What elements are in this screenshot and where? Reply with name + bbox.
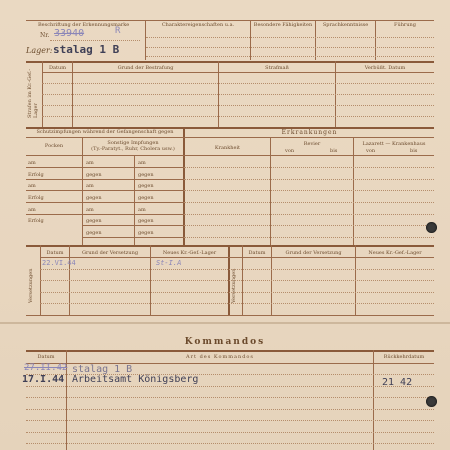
top-border xyxy=(26,20,434,21)
ruled-line xyxy=(184,167,434,169)
ruled-line xyxy=(184,214,434,216)
row-line xyxy=(26,202,184,203)
lager-label: Lager: xyxy=(26,46,53,55)
ruled-line xyxy=(146,47,434,49)
vers-neues: Neues Kr.-Gef.-Lager xyxy=(162,250,217,256)
ruled-line xyxy=(26,443,434,445)
ruled-line xyxy=(184,225,434,227)
schutz-col3: gegen xyxy=(138,183,154,189)
kommando-row-datum: 17.I.44 xyxy=(22,374,65,385)
sonstige-label: Sonstige Impfungen xyxy=(107,140,159,146)
beschriftung-label: Beschriftung der Erkennungsmarke xyxy=(38,22,130,28)
schutz-col2: gegen xyxy=(86,195,102,201)
header-line xyxy=(26,137,434,138)
kommando-row-rueck: 21 42 xyxy=(382,377,413,388)
ruled-line xyxy=(184,190,434,192)
revier-bis: bis xyxy=(330,148,338,154)
kommandos-datum: Datum xyxy=(37,354,55,360)
header-line xyxy=(42,72,434,73)
lager-value: stalag 1 B xyxy=(53,43,120,56)
ruled-line xyxy=(42,105,434,107)
schutz-col2: gegen xyxy=(86,230,102,236)
schutz-title: Schutzimpfungen während der Gefangenschaft gegen xyxy=(36,129,174,135)
ruled-line xyxy=(40,303,434,305)
row-line xyxy=(82,237,184,238)
ruled-line xyxy=(40,269,434,271)
schutz-col3: am xyxy=(138,207,146,213)
vers-datum: Datum xyxy=(46,250,64,256)
lazarett-von: von xyxy=(366,148,376,154)
header-line xyxy=(40,257,434,258)
versetzungen-side-label: Versetzungen xyxy=(28,268,34,303)
ruled-line xyxy=(146,37,434,39)
vers-neues-2: Neues Kr.-Gef.-Lager xyxy=(368,250,422,256)
schutz-row-label: am xyxy=(28,160,36,166)
vers-grund: Grund der Versetzung xyxy=(81,250,139,256)
ruled-line xyxy=(26,420,434,422)
row-line xyxy=(26,179,184,180)
ruled-line xyxy=(26,409,434,411)
sonstige-sub-label: (Ty.-Paratyt., Ruhr, Cholera usw.) xyxy=(91,146,175,152)
ruled-line xyxy=(184,202,434,204)
ruled-line xyxy=(26,397,434,399)
nr-value: 33940 xyxy=(54,28,85,39)
kommandos-title: Kommandos xyxy=(184,337,266,347)
kommando-row-art: stalag 1 B xyxy=(72,364,133,375)
kommandos-rueckkehr: Rückkehrdatum xyxy=(383,354,425,360)
krankheit-label: Krankheit xyxy=(214,145,241,151)
erkrankungen-title: Erkrankungen xyxy=(281,129,338,136)
kommandos-art: Art des Kommandos xyxy=(186,354,254,360)
row-line xyxy=(26,214,184,215)
lazarett-label: Lazarett — Krankenhaus xyxy=(362,141,426,147)
schutz-row-label: Erfolg xyxy=(28,218,44,224)
row-line xyxy=(82,225,184,226)
punch-hole xyxy=(426,396,437,407)
strafen-side-label: Strafen im Kr.-Gef.-Lager xyxy=(27,68,39,118)
section-border xyxy=(26,61,434,63)
divider xyxy=(134,155,135,245)
ruled-line xyxy=(146,56,434,58)
schutz-col3: gegen xyxy=(138,218,154,224)
schutz-row-label: Erfolg xyxy=(28,195,44,201)
strafen-datum: Datum xyxy=(49,65,66,71)
divider xyxy=(82,137,83,245)
schutz-col3: gegen xyxy=(138,195,154,201)
versetzungen-side-label-2: Versetzungen xyxy=(231,268,237,303)
row-line xyxy=(26,167,184,168)
sprach-label: Sprachkenntnisse xyxy=(322,22,369,28)
ruled-line xyxy=(42,83,434,85)
schutz-col2: am xyxy=(86,183,94,189)
section-border xyxy=(26,315,434,316)
schutz-col2: gegen xyxy=(86,218,102,224)
kommando-row-datum: 27.II.42 xyxy=(24,363,68,373)
revier-von: von xyxy=(285,148,295,154)
schutz-row-label: am xyxy=(28,183,36,189)
nr-label: Nr. xyxy=(40,32,50,39)
vers-datum-2: Datum xyxy=(248,250,266,256)
ruled-line xyxy=(42,116,434,118)
kommando-row-art: Arbeitsamt Königsberg xyxy=(72,374,199,385)
ruled-line xyxy=(40,280,434,282)
fuehrung-label: Führung xyxy=(394,22,416,28)
schutz-col2: am xyxy=(86,160,94,166)
header-line xyxy=(26,155,434,156)
section-border xyxy=(26,245,434,247)
faehigkeiten-label: Besondere Fähigkeiten xyxy=(253,22,313,28)
vers-entry-date: 22.VI.44 xyxy=(42,259,76,267)
row-line xyxy=(26,190,184,191)
charakter-label: Charaktereigenschaften u.a. xyxy=(161,22,235,28)
pocken-label: Pocken xyxy=(44,143,64,149)
schutz-col3: gegen xyxy=(138,172,154,178)
lazarett-bis: bis xyxy=(410,148,418,154)
schutz-col2: gegen xyxy=(86,172,102,178)
schutz-col3: am xyxy=(138,160,146,166)
ruled-line xyxy=(26,432,434,434)
strafen-strafmass: Strafmaß xyxy=(265,65,289,71)
vers-entry-lager: St-I.A xyxy=(156,259,182,267)
page-fold xyxy=(0,322,450,324)
nr-suffix: R xyxy=(115,26,121,36)
schutz-row-label: am xyxy=(28,207,36,213)
vers-grund-2: Grund der Versetzung xyxy=(285,250,342,256)
nr-line xyxy=(50,40,140,42)
schutz-row-label: Erfolg xyxy=(28,172,44,178)
ruled-line xyxy=(184,179,434,181)
ruled-line xyxy=(26,374,434,376)
divider xyxy=(373,350,374,450)
strafen-grund: Grund der Bestrafung xyxy=(117,65,174,71)
revier-label: Revier xyxy=(303,141,321,147)
schutz-col2: am xyxy=(86,207,94,213)
ruled-line xyxy=(26,386,434,388)
ruled-line xyxy=(184,237,434,239)
ruled-line xyxy=(40,292,434,294)
punch-hole xyxy=(426,222,437,233)
schutz-col3: gegen xyxy=(138,230,154,236)
strafen-verbuesst: Verbüßt. Datum xyxy=(364,65,406,71)
ruled-line xyxy=(42,94,434,96)
